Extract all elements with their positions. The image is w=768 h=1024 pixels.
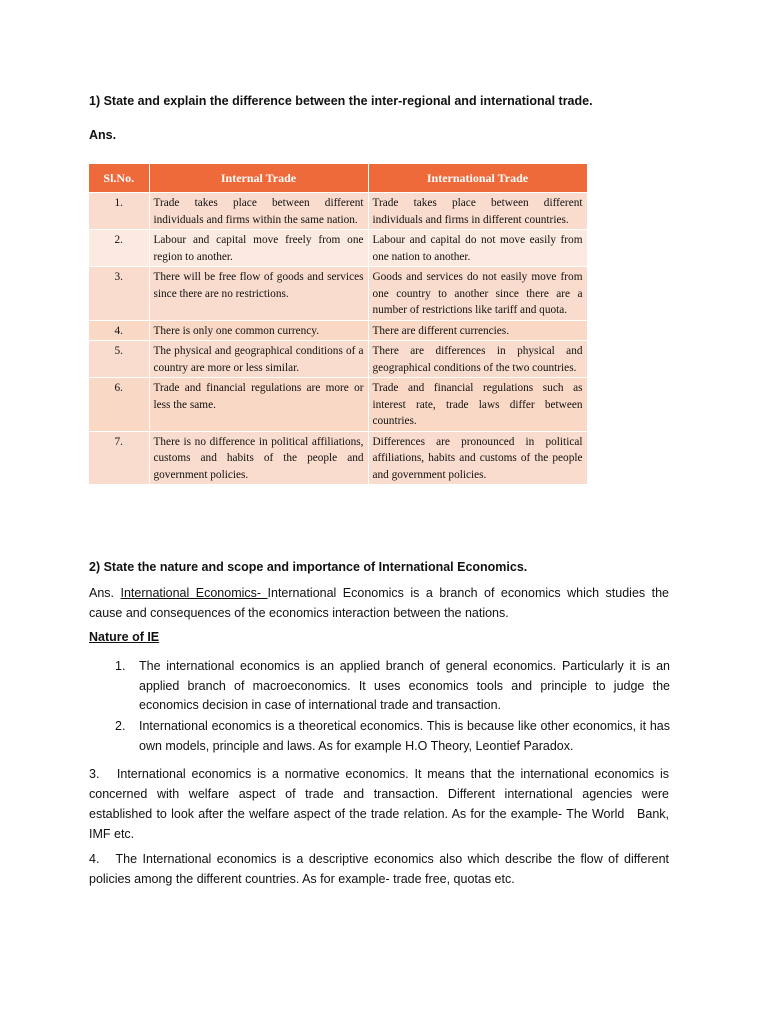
cell-international: Trade and financial regulations such as interest rate, trade laws differ between countries.: [368, 378, 587, 432]
cell-internal: The physical and geographical conditions of a country are more or less similar.: [149, 341, 368, 378]
table-row: [89, 320, 587, 341]
cell-sl-no: 5.: [89, 341, 149, 378]
cell-sl-no: 6.: [89, 378, 149, 432]
cell-internal: Labour and capital move freely from one region to another.: [149, 230, 368, 267]
table-row: [89, 431, 587, 484]
question-1: 1) State and explain the difference between the inter-regional and international trade.: [89, 94, 593, 108]
list-item: [115, 657, 670, 716]
paragraph-3: 3. International economics is a normative economics. It means that the international economics is concerned with welfare aspect of trade and transaction. Different international agencies were established to look after the welfare aspect of the trade relation. As for the example- The World Bank, IMF etc.: [89, 767, 711, 841]
list-item-text: The international economics is an applied branch of general economics. Particularly it is an applied branch of macroeconomics. It uses economics tools and principle to judge the economics decision in case of international trade and transaction.: [139, 659, 670, 712]
cell-international: Trade takes place between different individuals and firms in different countries.: [368, 193, 587, 230]
cell-internal: There is only one common currency.: [149, 320, 368, 341]
cell-international: Labour and capital do not move easily from one nation to another.: [368, 230, 587, 267]
nature-heading: Nature of IE: [89, 630, 160, 644]
ie-ans-label: Ans.: [89, 586, 121, 600]
table-row: [89, 230, 587, 267]
question-2: 2) State the nature and scope and importance of International Economics.: [89, 560, 528, 574]
header-sl-no: Sl.No.: [89, 164, 149, 193]
comparison-table: [89, 164, 588, 484]
cell-sl-no: 2.: [89, 230, 149, 267]
list-item: [115, 717, 670, 756]
cell-internal: Trade takes place between different individuals and firms within the same nation.: [149, 193, 368, 230]
table-row: [89, 341, 587, 378]
cell-sl-no: 7.: [89, 431, 149, 484]
cell-internal: Trade and financial regulations are more or less the same.: [149, 378, 368, 432]
cell-international: Differences are pronounced in political affiliations, habits and customs of the people and government policies.: [368, 431, 587, 484]
header-international-trade: International Trade: [368, 164, 587, 193]
cell-internal: There is no difference in political affiliations, customs and habits of the people and government policies.: [149, 431, 368, 484]
list-item-number: 2.: [115, 719, 126, 733]
answer-label: Ans.: [89, 128, 117, 142]
header-internal-trade: Internal Trade: [149, 164, 368, 193]
ie-text: International Economics is a branch of economics which studies the cause and consequences of the economics interaction between the nations.: [89, 586, 669, 620]
cell-sl-no: 3.: [89, 267, 149, 321]
ie-term: International Economics-: [120, 586, 268, 600]
cell-internal: There will be free flow of goods and services since there are no restrictions.: [149, 267, 368, 321]
table-row: [89, 267, 587, 321]
table-header-row: [89, 164, 587, 193]
table-row: [89, 378, 587, 432]
cell-international: There are differences in physical and geographical conditions of the two countries.: [368, 341, 587, 378]
cell-international: Goods and services do not easily move from one country to another since there are a number of restrictions like tariff and quota.: [368, 267, 587, 321]
paragraph-4: 4. The International economics is a descriptive economics also which describe the flow of different policies among the different countries. As for example- trade free, quotas etc.: [89, 852, 673, 886]
list-item-number: 1.: [115, 659, 126, 673]
list-item-text: International economics is a theoretical economics. This is because like other economics, it has own models, principle and laws. As for example H.O Theory, Leontief Paradox.: [139, 719, 670, 753]
cell-international: There are different currencies.: [368, 320, 587, 341]
ie-definition: [89, 583, 669, 623]
cell-sl-no: 4.: [89, 320, 149, 341]
table-row: [89, 193, 587, 230]
cell-sl-no: 1.: [89, 193, 149, 230]
